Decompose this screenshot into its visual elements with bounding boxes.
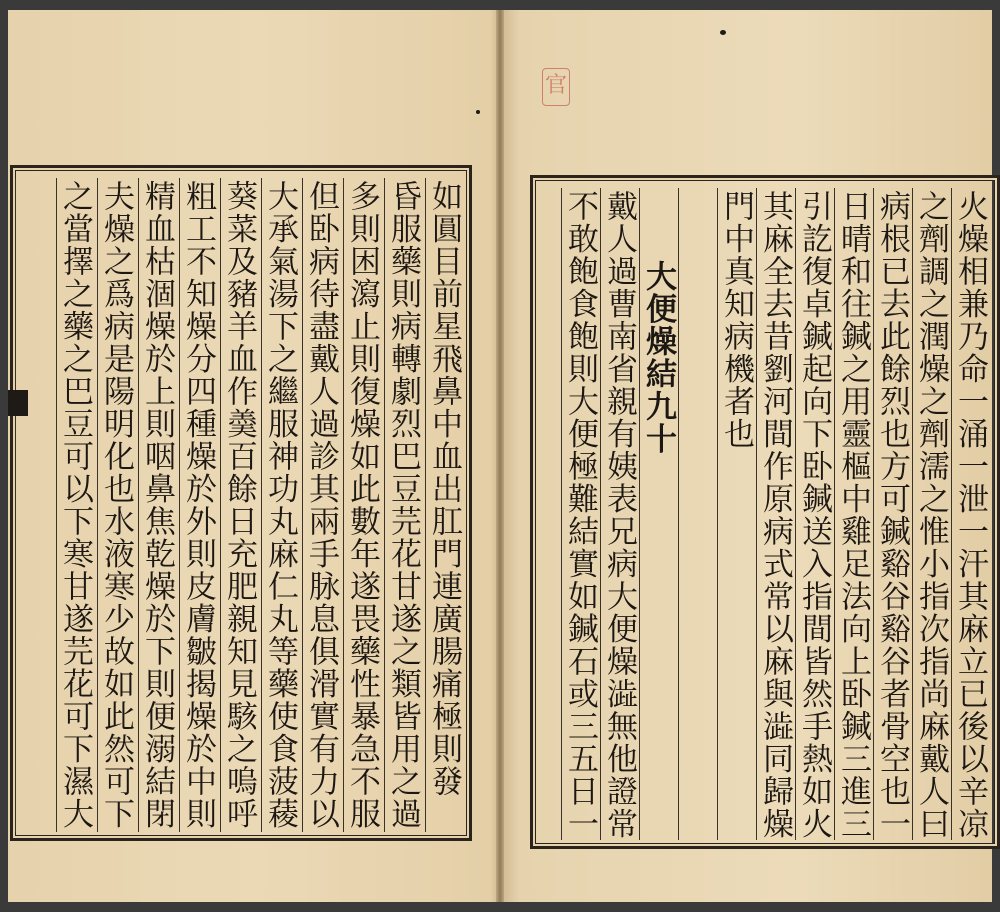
right-col-blank — [678, 188, 716, 840]
ink-speck — [476, 110, 480, 114]
right-col-4: 日晴和往鍼之用靈樞中雞足法向上卧鍼三進三 — [835, 190, 871, 840]
left-page-margin-column — [15, 178, 53, 832]
left-col-4: 但卧病待盡戴人過診其兩手脉息俱滑實有力以 — [303, 180, 339, 830]
right-col-2: 之劑調之潤燥之劑濡之惟小指次指尚麻戴人曰 — [913, 190, 949, 840]
left-col-3: 多則困瀉止則復燥如此數年遂畏藥性暴急不服 — [344, 180, 380, 830]
right-col-6: 其麻全去昔劉河間作原病式常以麻與澁同歸燥 — [757, 190, 793, 840]
left-col-5: 大承氣湯下之繼服神功丸麻仁丸等藥使食菠薐 — [262, 180, 298, 830]
right-page — [502, 10, 992, 902]
left-col-9: 夫燥之爲病是陽明化也水液寒少故如此然可下 — [98, 180, 134, 830]
book-spread — [8, 10, 992, 902]
left-page — [8, 10, 498, 902]
left-col-6: 葵菜及豬羊血作羮百餘日充肥親知見駭之嗚呼 — [221, 180, 257, 830]
margin-tab-mark — [8, 390, 28, 416]
right-col-9: 戴人過曹南省親有姨表兄病大便燥澁無他證常 — [601, 190, 637, 840]
left-page-text-frame — [10, 165, 472, 841]
right-col-3: 病根已去此餘烈也方可鍼谿谷谿谷者骨空也一 — [874, 190, 910, 840]
section-heading: 大便燥結九十 — [639, 188, 677, 840]
ink-speck — [720, 30, 726, 35]
faded-seal-stamp: 官 — [542, 68, 570, 106]
left-col-7: 粗工不知燥分四種燥於外則皮膚皺揭燥於中則 — [180, 180, 216, 830]
left-col-2: 昏服藥則病轉劇烈巴豆芫花甘遂之類皆用之過 — [385, 180, 421, 830]
right-col-1: 火燥相兼乃命一涌一泄一汗其麻立已後以辛凉 — [952, 190, 988, 840]
left-col-1: 如圓目前星飛鼻中血出肛門連廣腸痛極則發 — [425, 178, 463, 832]
right-col-10: 不敢飽食飽則大便極難結實如鍼石或三五日一 — [562, 190, 598, 840]
left-col-8: 精血枯涸燥於上則咽鼻焦乾燥於下則便溺結閉 — [139, 180, 175, 830]
right-col-7: 門中真知病機者也 — [717, 188, 755, 840]
left-col-10: 之當擇之藥之巴豆可以下寒甘遂芫花可下濕大 — [57, 180, 93, 830]
right-page-text-frame — [530, 175, 1000, 849]
right-col-5: 引訖復卓鍼起向下卧鍼送入指間皆然手熱如火 — [796, 190, 832, 840]
